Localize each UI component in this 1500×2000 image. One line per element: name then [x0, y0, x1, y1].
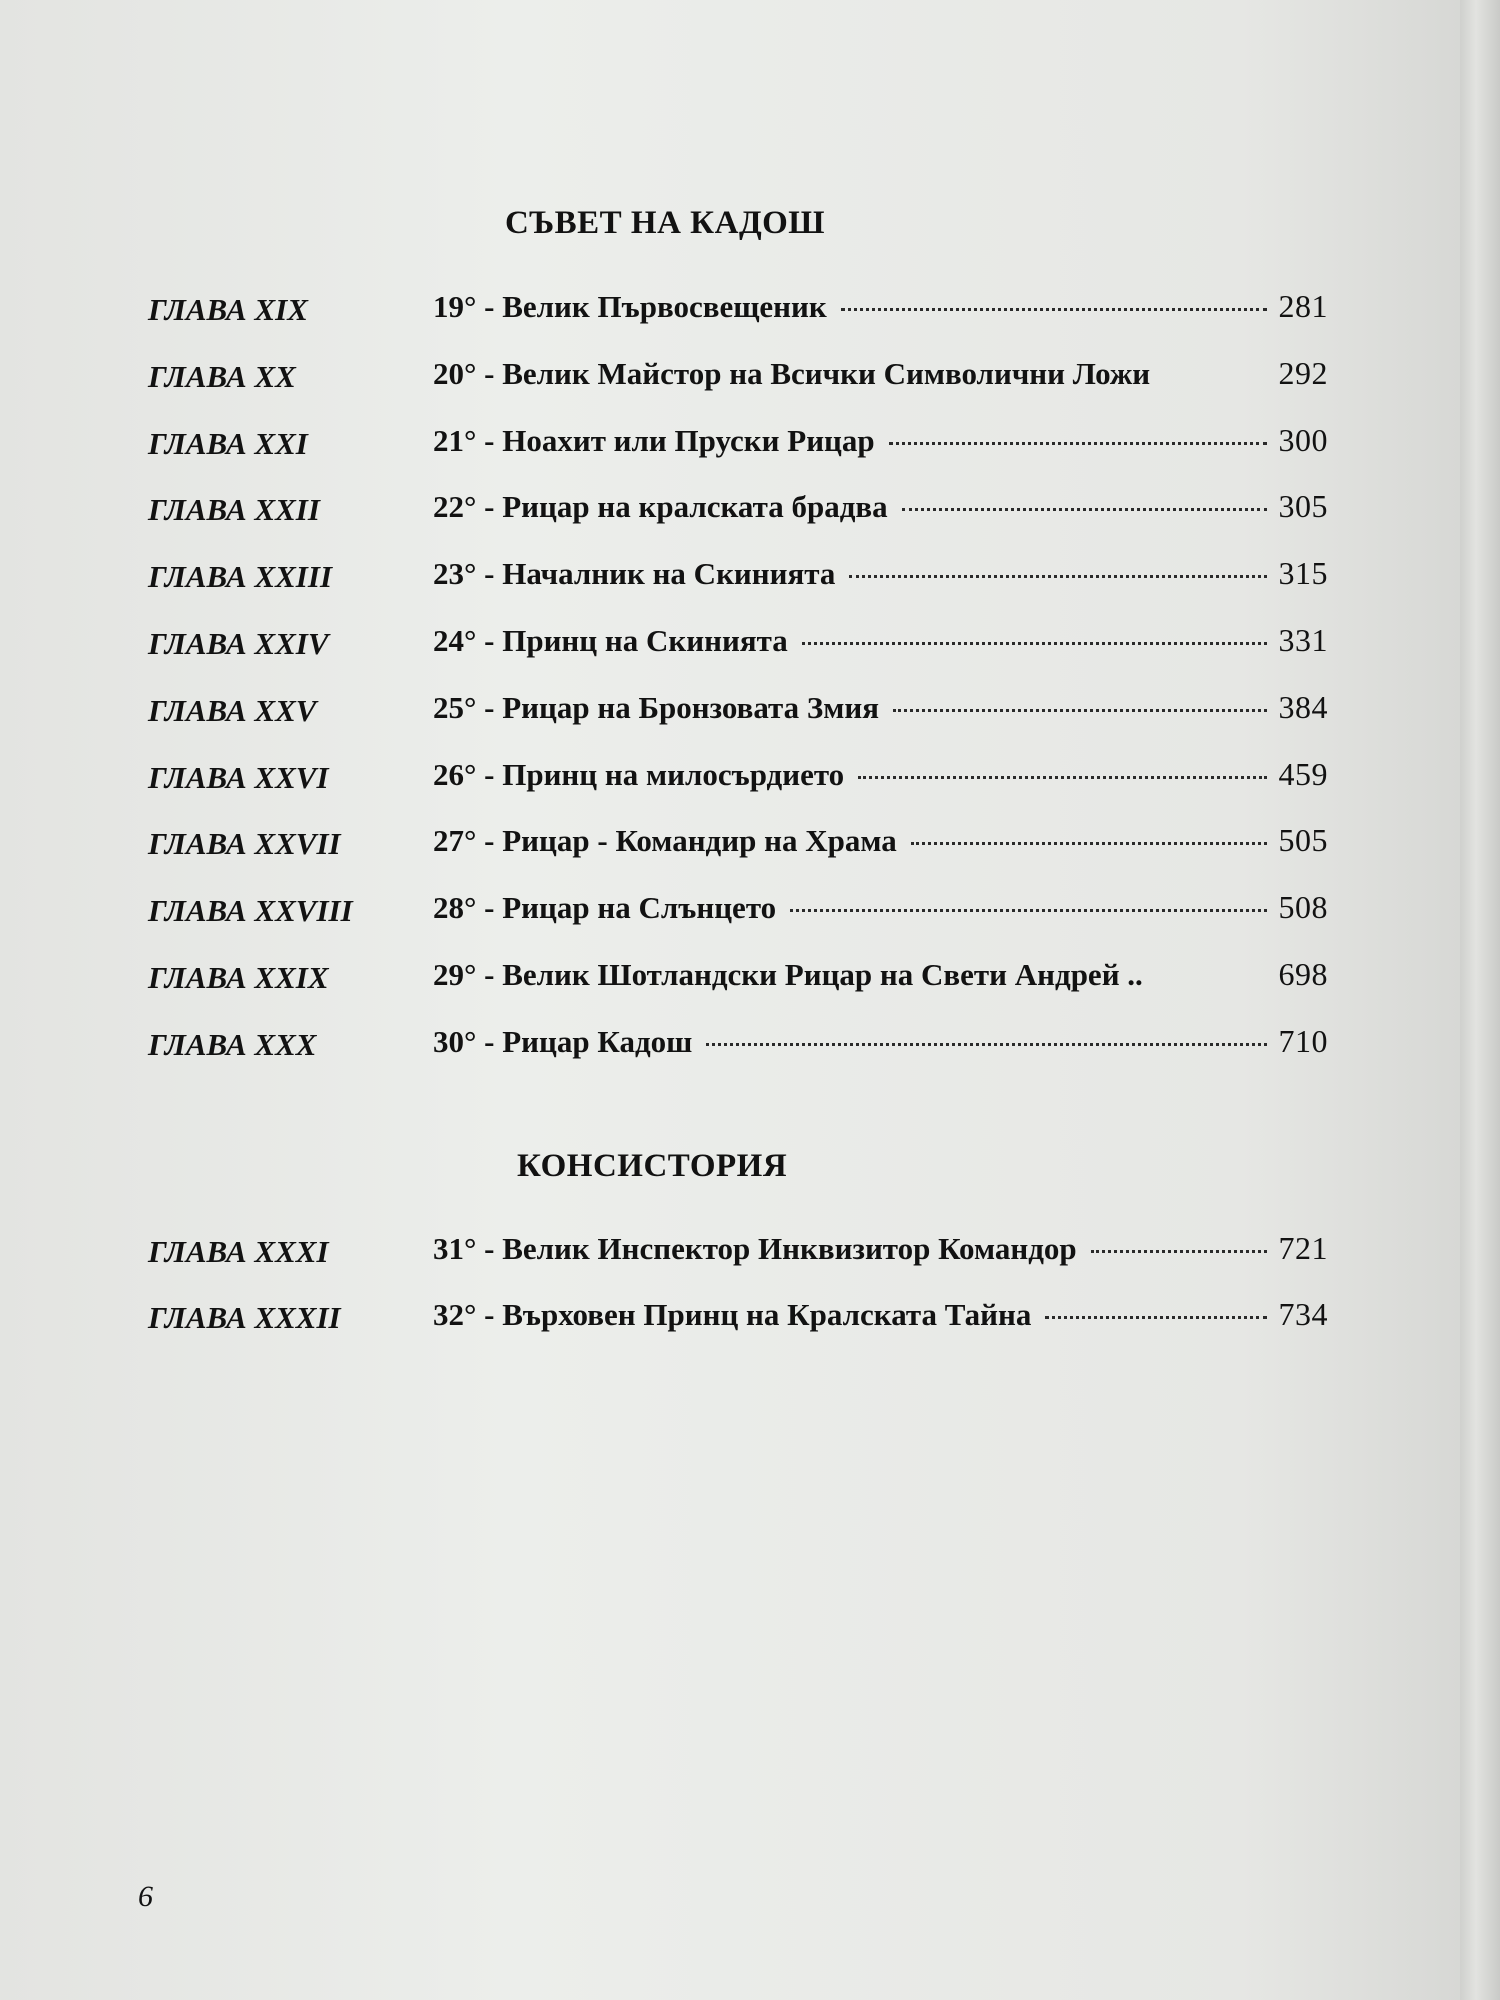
toc-entry	[148, 679, 1328, 735]
dot-leader	[889, 442, 1267, 445]
entry-line	[433, 355, 1328, 392]
toc-entry	[148, 345, 1328, 401]
entry-page-number: 721	[1278, 1230, 1328, 1266]
entry-line	[433, 956, 1328, 993]
entry-page-number: 698	[1278, 956, 1328, 992]
entry-page-number: 300	[1278, 421, 1328, 458]
chapter-label: ГЛАВА XXXI	[148, 1234, 329, 1269]
entry-title: 22° - Рицар на кралската брадва	[433, 489, 888, 525]
chapter-label: ГЛАВА XXX	[148, 1026, 317, 1062]
entry-line	[433, 622, 1328, 659]
entry-line	[433, 1296, 1328, 1333]
entry-title: 28° - Рицар на Слънцето	[433, 890, 777, 926]
entry-title: 19° - Велик Първосвещеник	[433, 289, 827, 324]
chapter-label: ГЛАВА XXIII	[148, 559, 333, 595]
entry-title: 30° - Рицар Кадош	[433, 1023, 693, 1059]
toc-entry	[148, 278, 1328, 334]
entry-line	[433, 756, 1328, 793]
entry-line	[433, 488, 1328, 525]
entry-line	[433, 422, 1328, 459]
toc-entry	[148, 545, 1328, 601]
dot-leader	[902, 508, 1267, 511]
entry-page-number: 331	[1278, 622, 1328, 658]
chapter-label: ГЛАВА XXVI	[148, 759, 329, 795]
chapter-label: ГЛАВА XXVII	[148, 826, 341, 862]
toc-entry	[148, 946, 1328, 1002]
entry-page-number: 734	[1278, 1296, 1328, 1332]
entry-title: 31° - Велик Инспектор Инквизитор Командор	[433, 1231, 1077, 1266]
entry-page-number: 508	[1278, 889, 1328, 926]
toc-entry	[148, 478, 1328, 534]
entry-title: 32° - Върховен Принц на Кралската Тайна	[433, 1297, 1032, 1332]
bleed-through-text	[600, 1500, 607, 1532]
toc-entry	[148, 612, 1328, 668]
entry-title: 26° - Принц на милосърдието	[433, 756, 845, 792]
dot-leader	[790, 909, 1266, 912]
toc-entry	[148, 746, 1328, 802]
toc-entry	[148, 879, 1328, 935]
chapter-label: ГЛАВА XX	[148, 358, 296, 394]
dot-leader	[858, 776, 1266, 779]
entry-title: 25° - Рицар на Бронзовата Змия	[433, 689, 879, 725]
entry-line	[433, 1230, 1328, 1267]
section-heading: СЪВЕТ НА КАДОШ	[505, 205, 826, 241]
toc-entry	[148, 412, 1328, 468]
page-number: 6	[138, 1880, 153, 1913]
toc-entry	[148, 1286, 1328, 1342]
dot-leader	[1045, 1316, 1266, 1319]
entry-page-number: 459	[1278, 755, 1328, 792]
entry-page-number: 505	[1278, 822, 1328, 859]
dot-leader	[706, 1043, 1266, 1046]
chapter-label: ГЛАВА XXII	[148, 492, 320, 528]
dot-leader	[911, 842, 1267, 845]
toc-entry	[148, 1013, 1328, 1069]
entry-line	[433, 689, 1328, 726]
chapter-label: ГЛАВА XXIV	[148, 626, 329, 661]
dot-leader	[1091, 1250, 1267, 1253]
section-heading: КОНСИСТОРИЯ	[517, 1148, 788, 1184]
chapter-label: ГЛАВА XXV	[148, 692, 317, 728]
entry-page-number: 384	[1278, 688, 1328, 725]
chapter-label: ГЛАВА XIX	[148, 292, 308, 327]
entry-page-number: 292	[1278, 354, 1328, 391]
dot-leader	[841, 308, 1267, 311]
entry-page-number: 281	[1278, 288, 1328, 324]
entry-title: 27° - Рицар - Командир на Храма	[433, 823, 897, 859]
chapter-label: ГЛАВА XXVIII	[148, 893, 353, 929]
dot-leader	[849, 575, 1266, 578]
toc-entry	[148, 1220, 1328, 1276]
chapter-label: ГЛАВА XXI	[148, 425, 308, 461]
toc-entry	[148, 812, 1328, 868]
entry-title: 21° - Ноахит или Пруски Рицар	[433, 422, 875, 458]
entry-title: 23° - Началник на Скинията	[433, 556, 836, 592]
entry-title: 24° - Принц на Скинията	[433, 623, 788, 658]
entry-page-number: 710	[1278, 1022, 1328, 1059]
page-edge	[1460, 0, 1500, 2000]
entry-line	[433, 288, 1328, 325]
entry-title: 29° - Велик Шотландски Рицар на Свети Андрей ..	[433, 957, 1143, 992]
dot-leader	[802, 642, 1267, 645]
entry-page-number: 305	[1278, 488, 1328, 525]
chapter-label: ГЛАВА XXXII	[148, 1300, 341, 1335]
entry-line	[433, 1023, 1328, 1060]
chapter-label: ГЛАВА XXIX	[148, 960, 329, 995]
entry-line	[433, 822, 1328, 859]
entry-line	[433, 555, 1328, 592]
entry-title: 20° - Велик Майстор на Всички Символични Ложи	[433, 355, 1151, 391]
entry-line	[433, 889, 1328, 926]
dot-leader	[893, 709, 1267, 712]
entry-page-number: 315	[1278, 555, 1328, 592]
